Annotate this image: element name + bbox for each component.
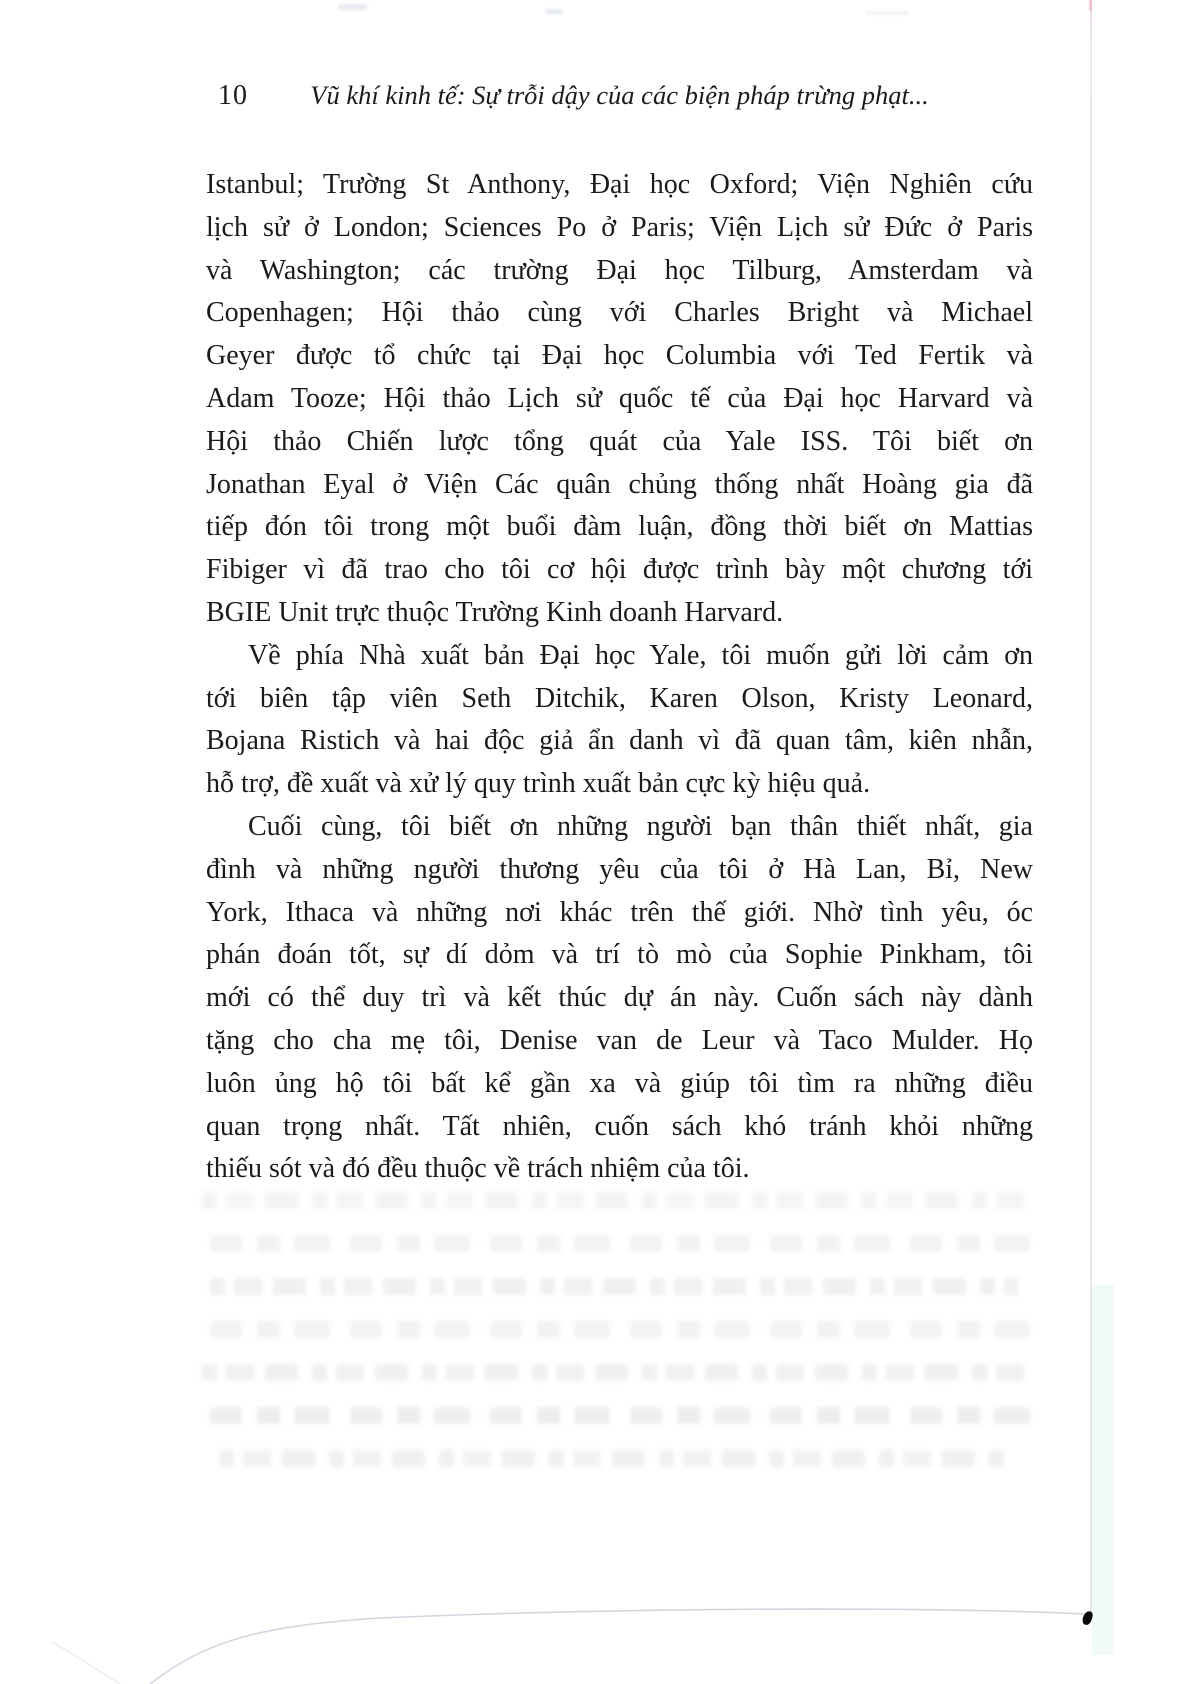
text-line: và Washington; các trường Đại học Tilburg, Amsterdam và [206,254,1033,286]
paragraph [206,635,1033,806]
text-line: luôn ủng hộ tôi bất kể gần xa và giúp tôi tìm ra những điều [206,1067,1033,1099]
text-line: Copenhagen; Hội thảo cùng với Charles Bright và Michael [206,297,1033,329]
body-text [206,164,1033,1191]
scan-smudge [545,9,563,14]
text-line: BGIE Unit trực thuộc Trường Kinh doanh Harvard. [206,596,784,628]
bleedthrough-row [202,1321,1035,1338]
text-line: Bojana Ristich và hai độc giả ẩn danh vì đã quan tâm, kiên nhẫn, [206,725,1033,757]
text-line: quan trọng nhất. Tất nhiên, cuốn sách khó tránh khỏi những [206,1110,1033,1142]
bleedthrough-row [210,1278,1018,1295]
bleedthrough-row [202,1364,1027,1381]
scan-speck [1089,0,1092,11]
text-line: Về phía Nhà xuất bản Đại học Yale, tôi muốn gửi lời cảm ơn [248,639,1033,671]
bleedthrough-row [202,1192,1035,1209]
bleedthrough-row [202,1407,1035,1424]
bleedthrough-row [219,1450,1010,1467]
bleedthrough-row [202,1235,1035,1252]
text-line: thiếu sót và đó đều thuộc về trách nhiệm của tôi. [206,1153,750,1185]
text-line: York, Ithaca và những nơi khác trên thế giới. Nhờ tình yêu, óc [206,896,1033,928]
text-line: Fibiger vì đã trao cho tôi cơ hội được trình bày một chương tới [206,554,1033,586]
text-line: Istanbul; Trường St Anthony, Đại học Oxford; Viện Nghiên cứu [206,169,1033,200]
text-line: phán đoán tốt, sự dí dỏm và trí tò mò của Sophie Pinkham, tôi [206,939,1033,971]
text-line: lịch sử ở London; Sciences Po ở Paris; Viện Lịch sử Đức ở Paris [206,211,1033,243]
text-line: Adam Tooze; Hội thảo Lịch sử quốc tế của Đại học Harvard và [206,382,1033,414]
running-head [206,80,1033,114]
text-line: mới có thể duy trì và kết thúc dự án này. Cuốn sách này dành [206,982,1033,1014]
text-line: đình và những người thương yêu của tôi ở Hà Lan, Bỉ, New [206,853,1033,885]
paragraph [206,164,1033,635]
text-line: tiếp đón tôi trong một buổi đàm luận, đồng thời biết ơn Mattias [206,511,1033,543]
text-line: Hội thảo Chiến lược tổng quát của Yale ISS. Tôi biết ơn [206,425,1033,457]
text-line: Jonathan Eyal ở Viện Các quân chủng thống nhất Hoàng gia đã [206,468,1033,500]
text-line: Geyer được tổ chức tại Đại học Columbia với Ted Fertik và [206,340,1033,372]
page-number: 10 [218,80,248,111]
scan-smudge [338,4,368,10]
bottom-page-edge-curve [0,1590,1190,1684]
running-title: Vũ khí kinh tế: Sự trỗi dậy của các biện pháp trừng phạt... [310,80,929,110]
text-line: tới biên tập viên Seth Ditchik, Karen Olson, Kristy Leonard, [206,682,1033,714]
paragraph [206,806,1033,1191]
scan-smudge [866,11,908,15]
text-line: Cuối cùng, tôi biết ơn những người bạn thân thiết nhất, gia [248,810,1033,842]
text-line: tặng cho cha mẹ tôi, Denise van de Leur và Taco Mulder. Họ [206,1024,1033,1056]
text-line: hỗ trợ, đề xuất và xử lý quy trình xuất bản cực kỳ hiệu quả. [206,768,871,800]
bleedthrough-text [202,1192,1035,1493]
